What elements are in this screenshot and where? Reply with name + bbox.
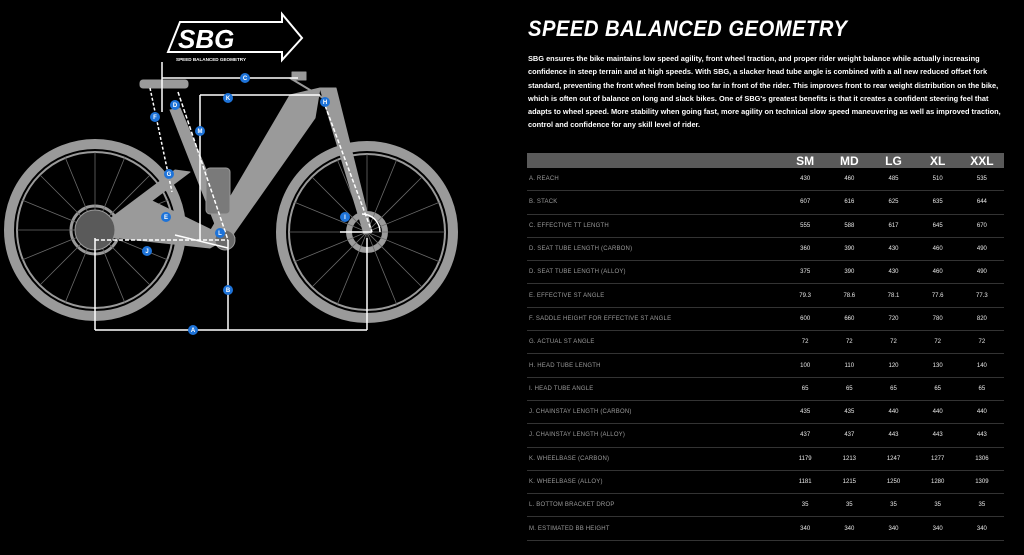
row-value: 535 bbox=[960, 168, 1004, 191]
row-value: 65 bbox=[960, 377, 1004, 400]
row-value: 79.3 bbox=[783, 284, 827, 307]
row-label: G. ACTUAL ST ANGLE bbox=[527, 331, 783, 354]
marker-g bbox=[164, 169, 174, 179]
page-title: SPEED BALANCED GEOMETRY bbox=[528, 16, 848, 41]
size-header: MD bbox=[827, 153, 871, 168]
row-label: D. SEAT TUBE LENGTH (ALLOY) bbox=[527, 261, 783, 284]
row-value: 440 bbox=[916, 400, 960, 423]
marker-m bbox=[195, 126, 205, 136]
row-value: 460 bbox=[827, 168, 871, 191]
marker-c bbox=[240, 73, 250, 83]
row-value: 435 bbox=[827, 400, 871, 423]
row-value: 1213 bbox=[827, 447, 871, 470]
table-row bbox=[527, 261, 1004, 284]
marker-d bbox=[170, 100, 180, 110]
table-row bbox=[527, 424, 1004, 447]
table-row bbox=[527, 168, 1004, 191]
row-label: E. EFFECTIVE ST ANGLE bbox=[527, 284, 783, 307]
svg-text:H: H bbox=[322, 100, 328, 106]
row-value: 440 bbox=[960, 400, 1004, 423]
row-label: H. HEAD TUBE LENGTH bbox=[527, 354, 783, 377]
row-value: 443 bbox=[960, 424, 1004, 447]
row-value: 100 bbox=[783, 354, 827, 377]
row-value: 65 bbox=[871, 377, 915, 400]
row-value: 340 bbox=[783, 517, 827, 540]
marker-k bbox=[223, 93, 233, 103]
svg-text:L: L bbox=[218, 231, 222, 237]
row-value: 77.3 bbox=[960, 284, 1004, 307]
row-value: 35 bbox=[960, 494, 1004, 517]
row-value: 588 bbox=[827, 214, 871, 237]
row-value: 1280 bbox=[916, 470, 960, 493]
size-header: XXL bbox=[960, 153, 1004, 168]
svg-text:I: I bbox=[344, 215, 346, 221]
row-value: 430 bbox=[783, 168, 827, 191]
row-value: 555 bbox=[783, 214, 827, 237]
row-value: 1309 bbox=[960, 470, 1004, 493]
row-value: 437 bbox=[783, 424, 827, 447]
row-value: 35 bbox=[783, 494, 827, 517]
svg-text:A: A bbox=[190, 328, 196, 334]
marker-j bbox=[142, 246, 152, 256]
row-value: 390 bbox=[827, 261, 871, 284]
row-value: 510 bbox=[916, 168, 960, 191]
row-label: B. STACK bbox=[527, 191, 783, 214]
size-header: XL bbox=[916, 153, 960, 168]
table-row bbox=[527, 377, 1004, 400]
marker-b bbox=[223, 285, 233, 295]
logo-tagline: SPEED BALANCED GEOMETRY bbox=[176, 57, 247, 62]
table-row bbox=[527, 447, 1004, 470]
row-label: C. EFFECTIVE TT LENGTH bbox=[527, 214, 783, 237]
table-row bbox=[527, 331, 1004, 354]
marker-i bbox=[340, 212, 350, 222]
geometry-table-body bbox=[527, 168, 1004, 540]
row-label: A. REACH bbox=[527, 168, 783, 191]
svg-text:D: D bbox=[172, 103, 178, 109]
table-row bbox=[527, 400, 1004, 423]
marker-f bbox=[150, 112, 160, 122]
row-value: 65 bbox=[783, 377, 827, 400]
row-value: 72 bbox=[827, 331, 871, 354]
row-value: 644 bbox=[960, 191, 1004, 214]
geometry-table bbox=[527, 153, 1004, 541]
row-value: 110 bbox=[827, 354, 871, 377]
svg-text:E: E bbox=[163, 215, 169, 221]
row-value: 77.6 bbox=[916, 284, 960, 307]
table-row bbox=[527, 237, 1004, 260]
row-value: 645 bbox=[916, 214, 960, 237]
row-value: 437 bbox=[827, 424, 871, 447]
row-value: 1215 bbox=[827, 470, 871, 493]
row-label: J. CHAINSTAY LENGTH (ALLOY) bbox=[527, 424, 783, 447]
row-value: 1181 bbox=[783, 470, 827, 493]
logo-mark: SBG bbox=[178, 24, 235, 54]
row-value: 460 bbox=[916, 261, 960, 284]
row-value: 430 bbox=[871, 261, 915, 284]
row-value: 72 bbox=[960, 331, 1004, 354]
row-value: 72 bbox=[916, 331, 960, 354]
marker-l bbox=[215, 228, 225, 238]
row-value: 780 bbox=[916, 307, 960, 330]
row-value: 435 bbox=[783, 400, 827, 423]
table-row bbox=[527, 517, 1004, 540]
row-label: L. BOTTOM BRACKET DROP bbox=[527, 494, 783, 517]
row-label: F. SADDLE HEIGHT FOR EFFECTIVE ST ANGLE bbox=[527, 307, 783, 330]
row-value: 460 bbox=[916, 237, 960, 260]
row-value: 485 bbox=[871, 168, 915, 191]
table-row bbox=[527, 214, 1004, 237]
row-label: K. WHEELBASE (CARBON) bbox=[527, 447, 783, 470]
sbg-logo bbox=[168, 14, 302, 62]
svg-text:M: M bbox=[197, 129, 203, 135]
row-value: 360 bbox=[783, 237, 827, 260]
svg-text:B: B bbox=[225, 288, 231, 294]
row-value: 65 bbox=[827, 377, 871, 400]
row-value: 720 bbox=[871, 307, 915, 330]
svg-text:K: K bbox=[225, 96, 231, 102]
row-value: 1277 bbox=[916, 447, 960, 470]
row-value: 65 bbox=[916, 377, 960, 400]
row-label: D. SEAT TUBE LENGTH (CARBON) bbox=[527, 237, 783, 260]
row-value: 78.1 bbox=[871, 284, 915, 307]
row-value: 635 bbox=[916, 191, 960, 214]
row-value: 1306 bbox=[960, 447, 1004, 470]
row-value: 1247 bbox=[871, 447, 915, 470]
table-header-row bbox=[527, 153, 1004, 168]
row-value: 490 bbox=[960, 261, 1004, 284]
intro-paragraph: SBG ensures the bike maintains low speed agility, front wheel traction, and proper rider weight balance while actually increasing confidence in steep terrain and at high speeds. With SBG, a slacker head tube angle is combined with a all new reduced offset fork standard, preventing the front wheel from being too far in front of the rider. This improves front to rear weight distribution on the bike, which is often out of balance on long and slack bikes. One of SBG's greatest benefits is that it creates a confident steering feel that adapts to wheel speed. More stability when going fast, more agility on technical slow speed maneuvering as well as improved traction, control and confidence for any skill level of rider. bbox=[528, 54, 1001, 130]
row-value: 670 bbox=[960, 214, 1004, 237]
row-value: 820 bbox=[960, 307, 1004, 330]
row-value: 430 bbox=[871, 237, 915, 260]
row-value: 340 bbox=[827, 517, 871, 540]
row-value: 120 bbox=[871, 354, 915, 377]
row-value: 1250 bbox=[871, 470, 915, 493]
row-value: 35 bbox=[916, 494, 960, 517]
row-value: 443 bbox=[916, 424, 960, 447]
row-label: I. HEAD TUBE ANGLE bbox=[527, 377, 783, 400]
row-label: K. WHEELBASE (ALLOY) bbox=[527, 470, 783, 493]
size-header: SM bbox=[783, 153, 827, 168]
header-label-cell bbox=[527, 153, 783, 168]
row-value: 72 bbox=[783, 331, 827, 354]
row-value: 35 bbox=[827, 494, 871, 517]
row-value: 340 bbox=[960, 517, 1004, 540]
row-value: 375 bbox=[783, 261, 827, 284]
row-value: 72 bbox=[871, 331, 915, 354]
row-value: 390 bbox=[827, 237, 871, 260]
row-value: 607 bbox=[783, 191, 827, 214]
size-header: LG bbox=[871, 153, 915, 168]
row-value: 1179 bbox=[783, 447, 827, 470]
row-value: 340 bbox=[916, 517, 960, 540]
row-value: 616 bbox=[827, 191, 871, 214]
row-value: 35 bbox=[871, 494, 915, 517]
row-value: 130 bbox=[916, 354, 960, 377]
marker-h bbox=[320, 97, 330, 107]
row-value: 600 bbox=[783, 307, 827, 330]
table-row bbox=[527, 307, 1004, 330]
marker-a bbox=[188, 325, 198, 335]
svg-text:F: F bbox=[153, 115, 157, 121]
row-value: 443 bbox=[871, 424, 915, 447]
row-value: 340 bbox=[871, 517, 915, 540]
marker-e bbox=[161, 212, 171, 222]
table-row bbox=[527, 354, 1004, 377]
svg-text:G: G bbox=[166, 172, 172, 178]
row-value: 140 bbox=[960, 354, 1004, 377]
row-label: M. ESTIMATED BB HEIGHT bbox=[527, 517, 783, 540]
row-value: 490 bbox=[960, 237, 1004, 260]
row-value: 625 bbox=[871, 191, 915, 214]
svg-text:J: J bbox=[145, 249, 149, 255]
row-value: 617 bbox=[871, 214, 915, 237]
row-value: 78.6 bbox=[827, 284, 871, 307]
table-row bbox=[527, 284, 1004, 307]
row-label: J. CHAINSTAY LENGTH (CARBON) bbox=[527, 400, 783, 423]
table-row bbox=[527, 470, 1004, 493]
row-value: 660 bbox=[827, 307, 871, 330]
svg-text:C: C bbox=[242, 76, 248, 82]
table-row bbox=[527, 494, 1004, 517]
table-row bbox=[527, 191, 1004, 214]
row-value: 440 bbox=[871, 400, 915, 423]
